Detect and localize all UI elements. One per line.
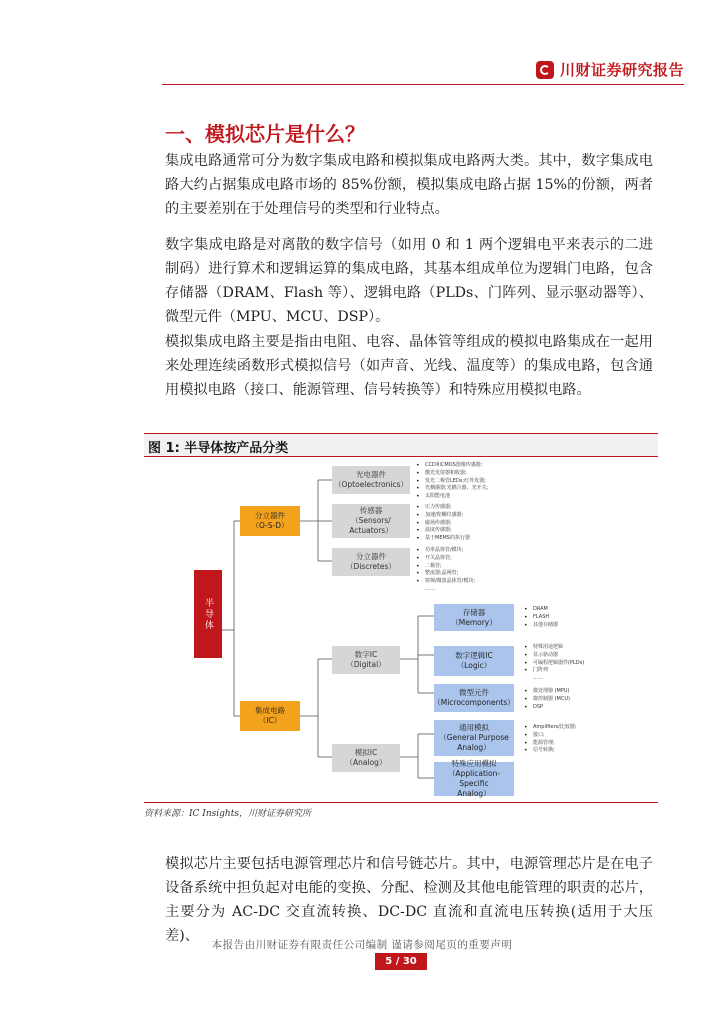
discretes-box bbox=[332, 548, 410, 576]
paragraph-3: 模拟集成电路主要是指由电阻、电容、晶体管等组成的模拟电路集成在一起用来处理连续函数形式模拟信号（如声音、光线、温度等）的集成电路，包含通用模拟电路（接口、能源管理、信号转换等）和特殊应用模拟电路。 bbox=[165, 334, 653, 398]
memory-en: （Memory） bbox=[451, 617, 497, 627]
list-item: • Amplifiers/比较器; bbox=[524, 724, 577, 732]
discrete-group-box bbox=[240, 506, 300, 536]
sensors-en: （Sensors/ bbox=[351, 516, 391, 525]
root-box-semiconductor bbox=[194, 570, 222, 658]
logic-list bbox=[524, 644, 584, 683]
list-item: …… bbox=[425, 585, 435, 592]
figure-title: 图 1: 半导体按产品分类 bbox=[148, 441, 289, 456]
header-brand bbox=[536, 59, 684, 80]
figure-source: 资料来源：IC Insights，川财证券研究所 bbox=[144, 809, 311, 819]
logic-en: （Logic） bbox=[456, 661, 492, 670]
paragraph-1: 集成电路通常可分为数字集成电路和模拟集成电路两大类。其中，数字集成电路大约占据集成电路市场的 85%份额，模拟集成电路占据 15%的份额，两者的主要差别在于处理信号的类型和行业特点。 bbox=[165, 153, 653, 217]
discretes-name: 分立器件 bbox=[356, 552, 386, 561]
list-item: • DRAM bbox=[524, 606, 558, 614]
logic-box bbox=[434, 646, 514, 676]
discrete-group-en: （O-S-D） bbox=[251, 521, 289, 530]
list-item: • 基于MEMS的执行器 bbox=[416, 535, 470, 543]
analog-ic-box bbox=[332, 744, 400, 772]
list-item: • 开关晶体管; bbox=[416, 555, 475, 563]
list-item: • 激光发射器和收器; bbox=[416, 470, 488, 478]
list-item: • 信号转换; bbox=[524, 747, 577, 755]
memory-name: 存储器 bbox=[462, 607, 486, 617]
ic-group-name: 集成电路 bbox=[255, 706, 285, 715]
list-item: • 整流器;晶闸管; bbox=[416, 570, 475, 578]
as-analog-en2: Analog） bbox=[457, 789, 491, 798]
list-item: • 显示驱动器 bbox=[524, 652, 584, 660]
digital-ic-name: 数字IC bbox=[354, 650, 378, 659]
paragraph-4: 模拟芯片主要包括电源管理芯片和信号链芯片。其中，电源管理芯片是在电子设备系统中担负起对电能的变换、分配、检测及其他电能管理的职责的芯片，主要分为 AC-DC 交直流转换、DC-DC 直流和直流电压转换(适用于大压差)、 bbox=[165, 856, 653, 944]
micro-box bbox=[434, 684, 514, 712]
list-item: • 温度传感器; bbox=[416, 527, 470, 535]
root-label: 半导体 bbox=[203, 597, 213, 631]
gp-analog-name: 通用模拟 bbox=[459, 723, 489, 732]
figure-bottom-rule bbox=[144, 802, 658, 803]
as-analog-en: （Application-Specific bbox=[447, 769, 501, 788]
list-item: • 其他存储器 bbox=[524, 622, 558, 630]
list-item: • 磁场传感器; bbox=[416, 520, 470, 528]
list-item: • 微控制器 (MCU) bbox=[524, 696, 570, 704]
sensors-box bbox=[332, 504, 410, 538]
list-item: • 加速/陀螺仪感器; bbox=[416, 512, 470, 520]
discretes-list bbox=[416, 547, 475, 594]
list-item: • 特殊用途逻辑 bbox=[524, 644, 584, 652]
list-item: • 射频/微波晶体管/模块; bbox=[416, 578, 475, 586]
list-item: • 微处理器 (MPU) bbox=[524, 688, 570, 696]
sensors-list bbox=[416, 504, 470, 543]
opto-box bbox=[332, 466, 410, 494]
opto-name: 光电器件 bbox=[356, 470, 386, 479]
list-item: …… bbox=[533, 675, 543, 682]
sensors-name: 传感器 bbox=[359, 506, 383, 515]
list-item: • 能源管理; bbox=[524, 740, 577, 748]
as-analog-name: 特殊应用模拟 bbox=[451, 759, 497, 768]
discretes-en: （Discretes） bbox=[346, 562, 396, 571]
ic-group-en: （IC） bbox=[258, 716, 282, 725]
gp-analog-en: （General Purpose bbox=[439, 733, 509, 742]
opto-en: （Optoelectronics） bbox=[334, 480, 408, 489]
list-item: • 二极管; bbox=[416, 563, 475, 571]
analog-ic-en: （Analog） bbox=[345, 758, 387, 767]
digital-ic-en: （Digital） bbox=[346, 660, 386, 669]
micro-name: 微型元件 bbox=[459, 688, 489, 697]
header-rule bbox=[162, 84, 684, 85]
logic-name: 数字逻辑IC bbox=[455, 651, 493, 660]
memory-list bbox=[524, 606, 558, 629]
list-item: • FLASH bbox=[524, 614, 558, 622]
gp-analog-en2: Analog） bbox=[457, 743, 491, 752]
sensors-en2: Actuators） bbox=[349, 526, 393, 535]
memory-box bbox=[434, 604, 514, 631]
gp-analog-list bbox=[524, 724, 577, 755]
list-item: • 发光二极管LEDs;红外发器; bbox=[416, 478, 488, 486]
footer-disclaimer: 本报告由川财证券有限责任公司编制 谨请参阅尾页的重要声明 bbox=[211, 939, 513, 951]
figure-title-bar bbox=[144, 433, 658, 457]
discrete-group-name: 分立器件 bbox=[255, 511, 285, 520]
digital-ic-box bbox=[332, 646, 400, 674]
section-title: 一、模拟芯片是什么？ bbox=[165, 122, 365, 146]
list-item: • CCD和CMOS图像传感器; bbox=[416, 462, 488, 470]
analog-ic-name: 模拟IC bbox=[354, 748, 378, 757]
brand-name: 川财证券研究报告 bbox=[559, 61, 684, 79]
list-item: • 压力传感器; bbox=[416, 504, 470, 512]
list-item: • 门阵列 bbox=[524, 667, 584, 675]
paragraph-2: 数字集成电路是对离散的数字信号（如用 0 和 1 两个逻辑电平来表示的二进制码）进行算术和逻辑运算的集成电路，其基本组成单位为逻辑门电路，包含存储器（DRAM、Flash 等）、逻辑电路（PLDs、门阵列、显示驱动器等）、微型元件（MPU、MCU、DSP）。 bbox=[165, 237, 653, 325]
opto-list bbox=[416, 462, 488, 501]
list-item: • DSP bbox=[524, 704, 570, 712]
gp-analog-box bbox=[434, 720, 514, 756]
list-item: • 光耦感器;光耦合器、光开关; bbox=[416, 485, 488, 493]
brand-logo-icon bbox=[536, 61, 554, 79]
list-item: • 可编程逻辑器件(PLDs) bbox=[524, 660, 584, 668]
micro-list bbox=[524, 688, 570, 711]
micro-en: （Microcomponents） bbox=[433, 698, 515, 707]
as-analog-box bbox=[434, 759, 514, 798]
list-item: • 太阳能电池 bbox=[416, 493, 488, 501]
list-item: • 接口; bbox=[524, 732, 577, 740]
list-item: • 功率晶体管/模块; bbox=[416, 547, 475, 555]
page-number: 5 / 30 bbox=[375, 953, 427, 970]
ic-group-box bbox=[240, 701, 300, 731]
